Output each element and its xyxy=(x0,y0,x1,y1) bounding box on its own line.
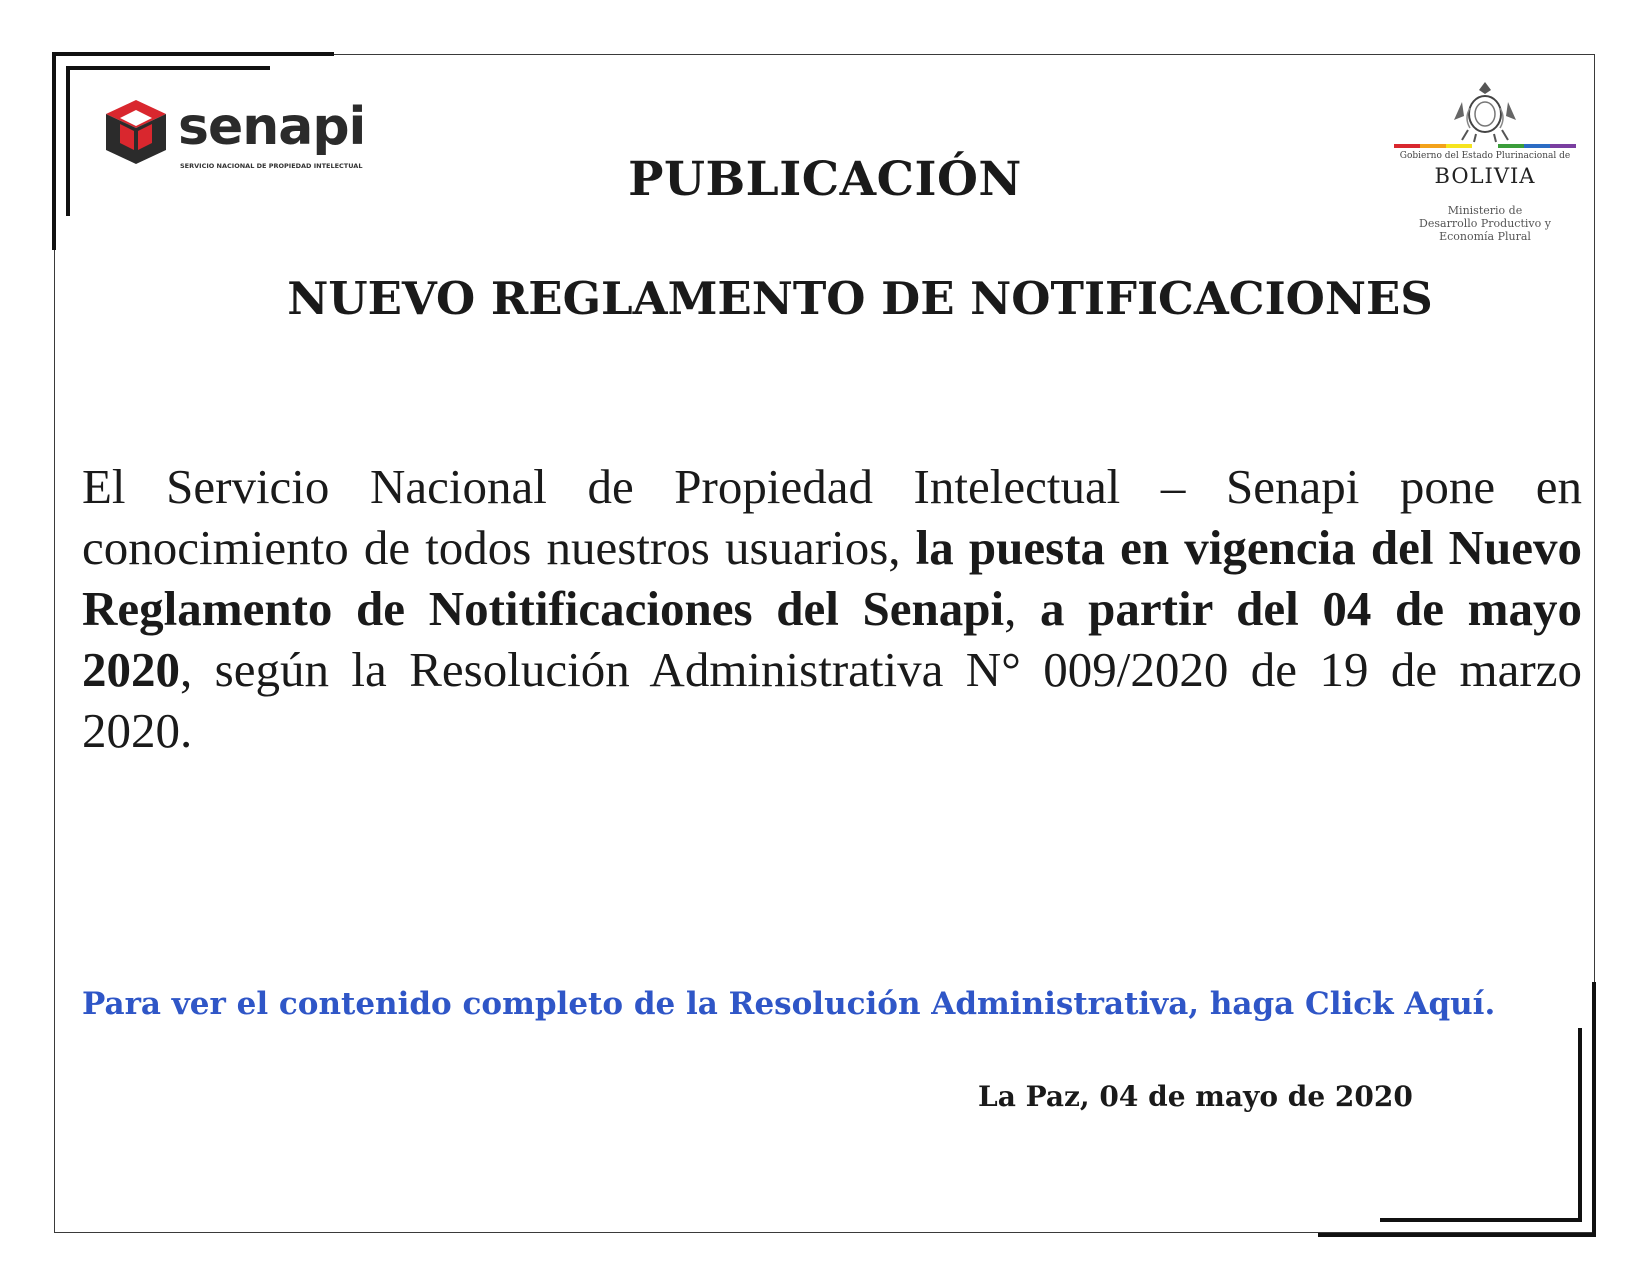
body-part-1: El Servicio Nacional de Propiedad Intelectual – Senapi pone en conocimiento de todos nuestros usuarios, xyxy=(82,459,1582,575)
frame-corner-bottom-right xyxy=(1318,1233,1596,1237)
frame-corner-top-left-vertical xyxy=(52,52,56,250)
frame-corner-top-left-inner xyxy=(66,66,270,70)
body-part-3: , según la Resolución Administrativa N° 009/2020 de 19 de marzo 2020. xyxy=(82,642,1582,758)
bolivia-government-label: Gobierno del Estado Plurinacional de xyxy=(1399,151,1571,161)
frame-corner-bottom-right-vertical xyxy=(1592,982,1596,1237)
senapi-wordmark: senapi xyxy=(178,97,366,157)
announcement-body xyxy=(82,456,1582,761)
coat-of-arms-icon xyxy=(1450,78,1520,144)
ministry-line-1: Ministerio de xyxy=(1447,204,1523,217)
body-bold-2: a partir del 04 de mayo 2020 xyxy=(82,581,1582,697)
frame-corner-bottom-right-inner xyxy=(1380,1218,1582,1222)
ministry-line-2: Desarrollo Productivo y xyxy=(1419,217,1551,230)
body-bold-1: la puesta en vigencia del Nuevo Reglamento de Notitificaciones del Senapi xyxy=(82,520,1582,636)
document-subtitle: NUEVO REGLAMENTO DE NOTIFICACIONES xyxy=(287,272,1433,325)
document-title: PUBLICACIÓN xyxy=(628,152,1022,207)
frame-corner-top-left xyxy=(52,52,334,56)
resolution-link[interactable]: Para ver el contenido completo de la Resolución Administrativa, haga Click Aquí. xyxy=(82,986,1496,1022)
frame-corner-bottom-right-inner-vertical xyxy=(1578,1028,1582,1222)
tricolor-line xyxy=(1394,144,1576,148)
senapi-subtitle: SERVICIO NACIONAL DE PROPIEDAD INTELECTUAL xyxy=(180,162,363,170)
ministry-name xyxy=(1390,204,1580,243)
body-part-2: , xyxy=(1004,581,1040,636)
bolivia-country-name: BOLIVIA xyxy=(1434,164,1536,188)
publication-date: La Paz, 04 de mayo de 2020 xyxy=(978,1080,1413,1113)
ministry-line-3: Economía Plural xyxy=(1439,230,1531,243)
